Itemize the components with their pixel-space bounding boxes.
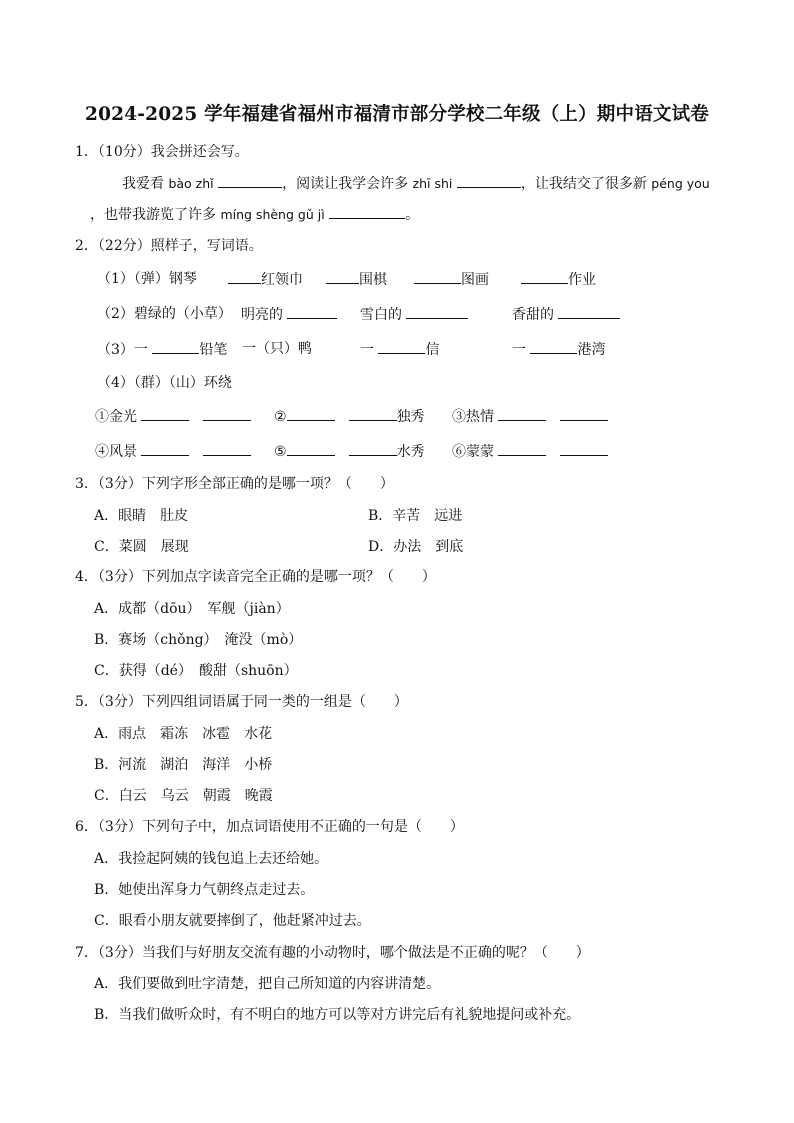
q2-word: 图画	[461, 272, 489, 288]
q5-option-c[interactable]: C．白云 乌云 朝霞 晚霞	[94, 788, 273, 804]
q2-item-2-d	[512, 304, 620, 325]
q1-pinyin-1: bào zhǐ	[168, 176, 214, 191]
answer-blank[interactable]	[329, 204, 405, 219]
q3-heading: 3．（3分）下列字形全部正确的是哪一项？（ ）	[75, 476, 394, 492]
q7-heading: 7．（3分）当我们与好朋友交流有趣的小动物时，哪个做法是不正确的呢？（ ）	[75, 945, 590, 961]
q3-option-d[interactable]: D．办法 到底	[368, 539, 464, 555]
answer-blank[interactable]	[414, 269, 461, 284]
q2-word: 作业	[568, 272, 596, 288]
q3-option-c[interactable]: C．菜圆 展现	[94, 539, 189, 555]
q2-word: ①金光	[95, 409, 137, 425]
q2-word: 雪白的	[360, 307, 402, 323]
q4-option-a[interactable]: A．成都（dōu） 军舰（jiàn）	[94, 601, 290, 617]
q2-row-5-c	[452, 406, 608, 427]
q1-heading: 1．（10分）我会拼还会写。	[75, 144, 249, 160]
q2-word: 围棋	[359, 272, 387, 288]
q3-option-a[interactable]: A．眼睛 肚皮	[94, 508, 189, 524]
q4-option-b[interactable]: B．赛场（chǒng） 淹没（mò）	[94, 632, 303, 648]
q3-option-b[interactable]: B．辛苦 远进	[368, 508, 463, 524]
q1-pinyin-3: péng you	[651, 176, 710, 191]
q2-row-6-a	[95, 441, 251, 462]
q1-pinyin-4: míng shèng gǔ jì	[220, 207, 325, 222]
q2-item-3-d	[512, 339, 605, 360]
q2-word: ④风景	[95, 444, 137, 460]
answer-blank[interactable]	[141, 406, 189, 421]
q2-word: （3）一	[97, 342, 148, 358]
q5-option-a[interactable]: A．雨点 霜冻 冰雹 水花	[94, 726, 273, 742]
q2-item-2-example: （2）碧绿的（小草）	[97, 306, 232, 322]
answer-blank[interactable]	[141, 441, 189, 456]
q1-pinyin-2: zhī shi	[412, 176, 453, 191]
q2-item-2-c	[360, 304, 468, 325]
q5-heading: 5．（3分）下列四组词语属于同一类的一组是（ ）	[75, 694, 408, 710]
q2-item-2-b	[241, 304, 337, 325]
q1-text: ，让我结交了很多新	[520, 176, 652, 192]
q1-line-2	[90, 204, 419, 225]
q2-word: 水秀	[396, 444, 425, 460]
q1-text: 。	[405, 207, 420, 223]
q2-word: 香甜的	[512, 307, 554, 323]
q2-word: 信	[425, 342, 440, 358]
answer-blank[interactable]	[203, 406, 251, 421]
q1-line-1	[122, 173, 710, 194]
q6-option-b[interactable]: B．她使出浑身力气朝终点走过去。	[94, 882, 315, 898]
q2-heading: 2．（22分）照样子，写词语。	[75, 238, 263, 254]
answer-blank[interactable]	[203, 441, 251, 456]
q2-word: ③热情	[452, 409, 494, 425]
q2-item-3-example: 一（只）鸭	[242, 341, 312, 357]
answer-blank[interactable]	[287, 441, 335, 456]
q1-text: 我爱看	[122, 176, 169, 192]
answer-blank[interactable]	[218, 173, 282, 188]
answer-blank[interactable]	[457, 173, 521, 188]
q7-option-b[interactable]: B．当我们做听众时，有不明白的地方可以等对方讲完后有礼貌地提问或补充。	[94, 1007, 581, 1023]
answer-blank[interactable]	[521, 269, 568, 284]
q2-item-1-d	[414, 269, 489, 290]
answer-blank[interactable]	[560, 441, 608, 456]
q5-option-b[interactable]: B．河流 湖泊 海洋 小桥	[94, 757, 273, 773]
exam-title: 2024-2025 学年福建省福州市福清市部分学校二年级（上）期中语文试卷	[85, 104, 709, 125]
answer-blank[interactable]	[349, 406, 397, 421]
answer-blank[interactable]	[287, 304, 337, 319]
q2-word: 红领巾	[261, 272, 303, 288]
q6-option-c[interactable]: C．眼看小朋友就要摔倒了，他赶紧冲过去。	[94, 913, 371, 929]
q2-item-3-a	[97, 339, 227, 360]
q2-word: ⑥蒙蒙	[452, 444, 494, 460]
answer-blank[interactable]	[326, 269, 359, 284]
answer-blank[interactable]	[406, 304, 468, 319]
answer-blank[interactable]	[530, 339, 577, 354]
q6-heading: 6．（3分）下列句子中，加点词语使用不正确的一句是（ ）	[75, 819, 464, 835]
answer-blank[interactable]	[378, 339, 425, 354]
answer-blank[interactable]	[152, 339, 199, 354]
answer-blank[interactable]	[498, 406, 546, 421]
q2-word: 明亮的	[241, 307, 283, 323]
q2-word: ⑤	[274, 444, 287, 460]
q2-row-5-b	[274, 406, 425, 427]
answer-blank[interactable]	[349, 441, 397, 456]
q2-word: 独秀	[396, 409, 425, 425]
q1-text: ，阅读让我学会许多	[282, 176, 413, 192]
answer-blank[interactable]	[228, 269, 261, 284]
answer-blank[interactable]	[560, 406, 608, 421]
q2-word: ②	[274, 409, 287, 425]
answer-blank[interactable]	[287, 406, 335, 421]
q2-row-6-c	[452, 441, 608, 462]
q2-item-1-c	[326, 269, 387, 290]
answer-blank[interactable]	[498, 441, 546, 456]
q2-word: 铅笔	[199, 342, 228, 358]
q2-item-1-b	[228, 269, 303, 290]
q2-row-6-b	[274, 441, 425, 462]
q7-option-a[interactable]: A．我们要做到吐字清楚，把自己所知道的内容讲清楚。	[94, 976, 441, 992]
q2-item-1-example: （1）（弹）钢琴	[97, 271, 197, 287]
q6-option-a[interactable]: A．我捡起阿姨的钱包追上去还给她。	[94, 851, 329, 867]
q2-item-4-example: （4）（群）（山）环绕	[97, 375, 232, 391]
q2-item-1-e	[521, 269, 596, 290]
q1-text: ，也带我游览了许多	[90, 207, 221, 223]
q4-heading: 4．（3分）下列加点字读音完全正确的是哪一项？（ ）	[75, 569, 436, 585]
q2-word: 港湾	[577, 342, 606, 358]
q2-word: 一	[512, 342, 526, 358]
q2-word: 一	[360, 342, 374, 358]
q2-item-3-c	[360, 339, 439, 360]
answer-blank[interactable]	[558, 304, 620, 319]
q2-row-5-a	[95, 406, 251, 427]
q4-option-c[interactable]: C．获得（dé） 酸甜（shuōn）	[94, 663, 298, 679]
